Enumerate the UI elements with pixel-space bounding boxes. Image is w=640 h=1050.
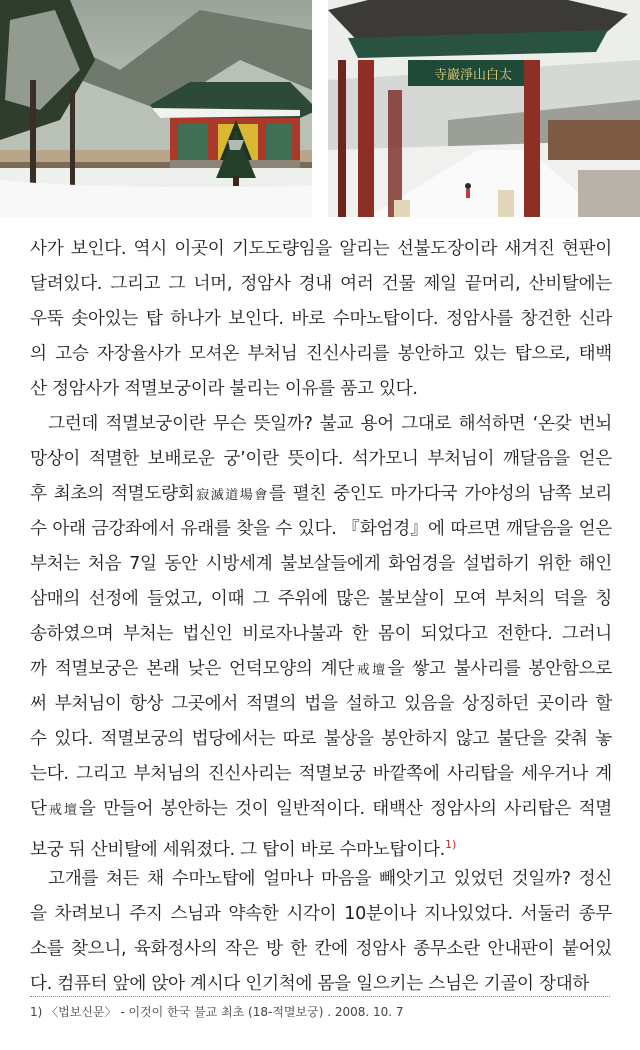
text-line xyxy=(30,652,612,687)
footnote: 1) 〈법보신문〉 - 이것이 한국 불교 최초 (18-적멸보궁) . 2008. 10. 7 xyxy=(30,1005,404,1019)
hanja-annotation: 戒壇 xyxy=(353,663,388,678)
text-segment: 고개를 쳐든 채 수마노탑에 얼마나 마음을 빼앗기고 있었던 것일까? 정신 xyxy=(48,869,612,889)
text-line xyxy=(30,232,612,267)
text-line xyxy=(30,372,612,407)
text-line xyxy=(30,267,612,302)
text-segment: 송하였으며 부처는 법신인 비로자나불과 한 몸이 되었다고 전한다. 그러니 xyxy=(30,624,612,644)
text-line xyxy=(30,547,612,582)
text-segment: 다. 컴퓨터 앞에 앉아 계시다 인기척에 몸을 일으키는 스님은 기골이 장대하 xyxy=(30,974,590,994)
text-segment: 그런데 적멸보궁이란 무슨 뜻일까? 불교 용어 그대로 해석하면 ‘온갖 번뇌 xyxy=(48,414,612,434)
text-segment: 보궁 뒤 산비탈에 세워졌다. 그 탑이 바로 수마노탑이다. xyxy=(30,840,445,860)
text-segment: 달려있다. 그리고 그 너머, 정암사 경내 여러 건물 제일 끝머리, 산비탈에는 xyxy=(30,274,612,294)
text-segment: 단 xyxy=(30,799,47,819)
text-segment: 수 있다. 적멸보궁의 법당에서는 따로 불상을 봉안하지 않고 불단을 갖춰 놓 xyxy=(30,729,612,749)
footnote-reference: 1) xyxy=(444,838,457,851)
text-line xyxy=(30,477,612,512)
text-line xyxy=(30,302,612,337)
text-segment: 소를 찾으니, 육화정사의 작은 방 한 칸에 정암사 종무소란 안내판이 붙어있 xyxy=(30,939,612,959)
footnote-divider xyxy=(30,996,610,997)
text-line xyxy=(30,862,612,897)
text-segment: 우뚝 솟아있는 탑 하나가 보인다. 바로 수마노탑이다. 정암사를 창건한 신라 xyxy=(30,309,612,329)
text-segment: 의 고승 자장율사가 모셔온 부처님 진신사리를 봉안하고 있는 탑으로, 태백 xyxy=(30,344,612,364)
text-line xyxy=(30,617,612,652)
text-line xyxy=(30,792,612,827)
text-line xyxy=(30,442,612,477)
text-line xyxy=(30,932,612,967)
article-body xyxy=(30,232,612,1002)
gate-signboard: 寺巖淨山白太 xyxy=(433,68,513,83)
text-segment: 수 아래 금강좌에서 유래를 찾을 수 있다. 『화엄경』에 따르면 깨달음을 얻은 xyxy=(30,519,612,539)
text-line xyxy=(30,827,612,862)
text-segment: 써 부처님이 항상 그곳에서 적멸의 법을 설하고 있음을 상징하던 곳이라 할 xyxy=(30,694,612,714)
hanja-annotation: 寂滅道場會 xyxy=(194,488,269,503)
text-segment: 을 만들어 봉안하는 것이 일반적이다. 태백산 정암사의 사리탑은 적멸 xyxy=(78,799,612,819)
text-segment: 망상이 적멸한 보배로운 궁’이란 뜻이다. 석가모니 부처님이 깨달음을 얻은 xyxy=(30,449,612,469)
text-line xyxy=(30,407,612,442)
text-line xyxy=(30,337,612,372)
snow-temple-hall-photo xyxy=(0,0,312,217)
text-segment: 을 차려보니 주지 스님과 약속한 시각이 10분이나 지나있었다. 서둘러 종무 xyxy=(30,904,612,924)
snow-temple-gate-photo xyxy=(328,0,640,217)
temple-hall-illustration xyxy=(0,0,312,217)
text-line xyxy=(30,512,612,547)
text-segment: 산 정암사가 적멸보궁이라 불리는 이유를 품고 있다. xyxy=(30,379,418,399)
text-segment: 사가 보인다. 역시 이곳이 기도도량임을 알리는 선불도장이라 새겨진 현판이 xyxy=(30,239,612,259)
text-segment: 는다. 그리고 부처님의 진신사리는 적멸보궁 바깥쪽에 사리탑을 세우거나 계 xyxy=(30,764,612,784)
text-line xyxy=(30,722,612,757)
text-segment: 를 펼친 중인도 마가다국 가야성의 남쪽 보리 xyxy=(268,484,612,504)
text-line xyxy=(30,757,612,792)
text-segment: 삼매의 선정에 들었고, 이때 그 주위에 많은 불보살이 모여 부처의 덕을 칭 xyxy=(30,589,612,609)
text-segment: 부처는 처음 7일 동안 시방세계 불보살들에게 화엄경을 설법하기 위한 해인 xyxy=(30,554,612,574)
text-segment: 까 적멸보궁은 본래 낮은 언덕모양의 계단 xyxy=(30,659,354,679)
text-segment: 을 쌓고 불사리를 봉안함으로 xyxy=(387,659,613,679)
text-line xyxy=(30,582,612,617)
temple-gate-illustration xyxy=(328,0,640,217)
hanja-annotation: 戒壇 xyxy=(46,803,79,818)
text-line xyxy=(30,897,612,932)
text-segment: 후 최초의 적멸도량회 xyxy=(30,484,195,504)
text-line xyxy=(30,687,612,722)
